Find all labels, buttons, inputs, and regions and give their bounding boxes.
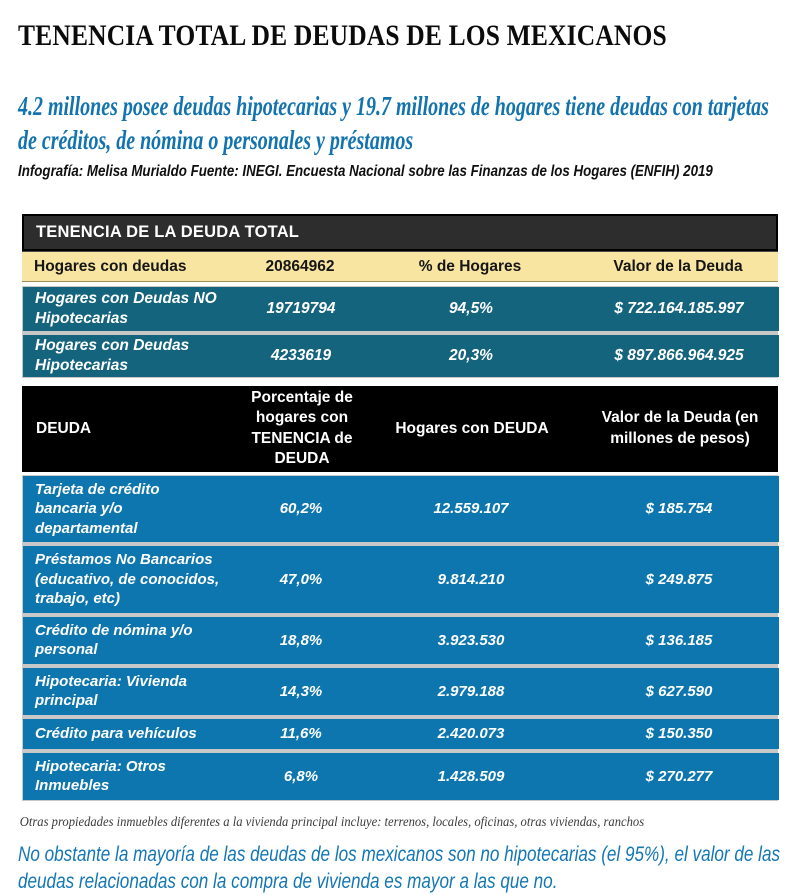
row-label: Hogares con Deudas Hipotecarias (35, 336, 190, 375)
row-pct: 6,8% (283, 767, 319, 785)
table2-rows (22, 475, 778, 801)
credit-line: Infografía: Melisa Murialdo Fuente: INEGI. Encuesta Nacional sobre las Finanzas de los Hogares (ENFIH) 2019 (18, 163, 713, 181)
table1-title-bar: TENENCIA DE LA DEUDA TOTAL (22, 214, 778, 251)
row-count: 3.923.530 (437, 631, 505, 649)
table2-header-hogares: Hogares con DEUDA (395, 419, 549, 437)
row-pct: 18,8% (279, 631, 323, 649)
row-value: $ 270.277 (645, 767, 713, 785)
row-pct: 20,3% (449, 346, 493, 364)
table-row (23, 753, 779, 800)
table-row (23, 335, 779, 377)
row-count: 9.814.210 (437, 570, 505, 588)
footnote: Otras propiedades inmuebles diferentes a la vivienda principal incluye: terrenos, locales, oficinas, otras viviendas, ranchos (19, 814, 645, 830)
row-count: 4233619 (270, 346, 332, 364)
row-pct: 47,0% (279, 570, 323, 588)
row-value: $ 185.754 (645, 500, 713, 518)
row-label: Hogares con Deudas NO Hipotecarias (35, 289, 217, 328)
table-row (23, 476, 779, 543)
table2-header-deuda: DEUDA (36, 419, 92, 437)
row-value: $ 722.164.185.997 (614, 299, 744, 317)
row-label: Hipotecaria: Vivienda principal (35, 672, 187, 710)
row-count: 12.559.107 (433, 500, 509, 518)
conclusion-text: No obstante la mayoría de las deudas de los mexicanos son no hipotecarias (el 95%), el valor de las deudas relacionadas con la compra de vivienda es mayor a las que no. (18, 842, 781, 894)
table1-header-row (22, 251, 778, 282)
table-row (23, 617, 779, 664)
table-row (23, 668, 779, 715)
table-row (23, 287, 779, 331)
table1-header-label: Hogares con deudas (34, 257, 187, 275)
table-row (23, 546, 779, 613)
row-value: $ 136.185 (645, 631, 713, 649)
row-value: $ 897.866.964.925 (614, 346, 744, 364)
row-label: Préstamos No Bancarios (educativo, de conocidos, trabajo, etc) (35, 551, 220, 608)
table2-header-valor: Valor de la Deuda (en millones de pesos) (601, 409, 759, 447)
row-value: $ 249.875 (645, 570, 713, 588)
debt-total-table (22, 214, 778, 378)
row-label: Tarjeta de crédito bancaria y/o departamental (35, 480, 160, 537)
row-count: 2.420.073 (437, 725, 505, 743)
row-pct: 14,3% (279, 682, 323, 700)
row-count: 1.428.509 (437, 767, 505, 785)
table2-header-pct: Porcentaje de hogares con TENENCIA de DEUDA (251, 389, 353, 468)
debt-detail-table (22, 386, 778, 801)
row-count: 19719794 (266, 299, 336, 317)
table-row (23, 719, 779, 749)
table2-header-row (22, 386, 778, 472)
table1-header-value-label: Valor de la Deuda (613, 257, 743, 275)
row-count: 2.979.188 (437, 682, 505, 700)
row-label: Crédito de nómina y/o personal (35, 621, 193, 659)
table1-rows (22, 286, 778, 378)
row-value: $ 150.350 (645, 725, 713, 743)
row-pct: 11,6% (280, 725, 322, 743)
subtitle: 4.2 millones posee deudas hipotecarias y 19.7 millones de hogares tiene deudas con tarjetas de créditos, de nómina o personales y préstamos (18, 91, 769, 156)
row-value: $ 627.590 (645, 682, 713, 700)
row-label: Hipotecaria: Otros Inmuebles (35, 757, 166, 795)
table1-header-total: 20864962 (265, 257, 335, 275)
infographic-page (0, 19, 800, 894)
row-pct: 94,5% (449, 299, 493, 317)
page-title: TENENCIA TOTAL DE DEUDAS DE LOS MEXICANOS (18, 19, 667, 52)
row-label: Crédito para vehículos (35, 725, 197, 743)
row-pct: 60,2% (279, 500, 323, 518)
table1-header-pct-label: % de Hogares (418, 257, 522, 275)
